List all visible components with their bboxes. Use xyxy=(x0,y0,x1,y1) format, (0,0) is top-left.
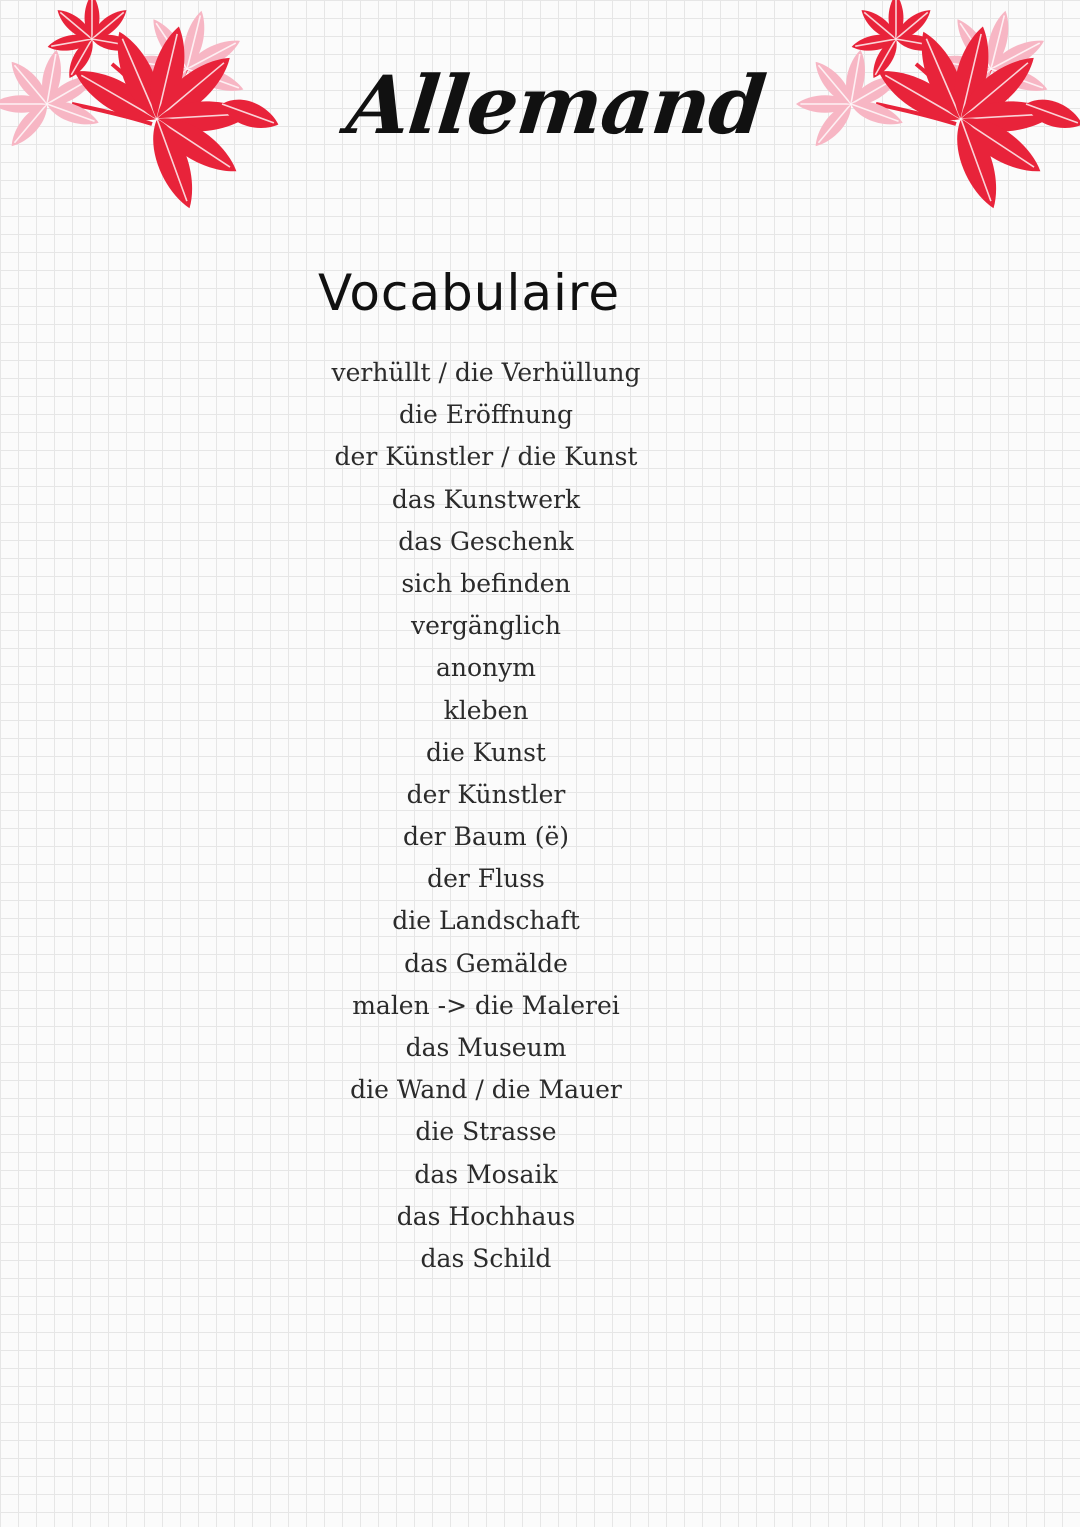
section-heading: Vocabulaire xyxy=(318,264,621,322)
page-title: Allemand xyxy=(343,58,770,152)
vocabulary-item: das Gemälde xyxy=(404,948,568,978)
vocabulary-item: malen -> die Malerei xyxy=(352,990,620,1020)
vocabulary-item: die Kunst xyxy=(426,737,546,767)
vocabulary-item: kleben xyxy=(443,695,529,725)
poinsettia-leaves-icon xyxy=(796,0,1080,244)
vocabulary-item: die Strasse xyxy=(415,1117,557,1147)
flower-decoration-right xyxy=(796,0,1080,244)
vocabulary-item: die Wand / die Mauer xyxy=(350,1075,622,1105)
vocabulary-item: verhüllt / die Verhüllung xyxy=(331,358,641,387)
flower-decoration-left xyxy=(0,0,282,244)
poinsettia-leaves-icon xyxy=(0,0,282,244)
vocabulary-item: die Eröffnung xyxy=(398,400,574,430)
vocabulary-item: anonym xyxy=(436,653,536,683)
vocabulary-item: der Künstler xyxy=(406,779,566,809)
vocabulary-item: das Hochhaus xyxy=(396,1201,576,1231)
vocabulary-item: das Geschenk xyxy=(398,526,574,556)
vocabulary-item: der Künstler / die Kunst xyxy=(334,442,638,472)
vocabulary-item: der Baum (ë) xyxy=(402,822,570,852)
vocabulary-item: die Landschaft xyxy=(392,906,580,936)
vocabulary-item: das Schild xyxy=(420,1243,552,1273)
vocabulary-item: das Museum xyxy=(405,1033,567,1062)
vocabulary-item: vergänglich xyxy=(411,611,561,641)
vocabulary-item: das Kunstwerk xyxy=(391,484,581,514)
vocabulary-list xyxy=(286,352,686,1280)
vocabulary-item: das Mosaik xyxy=(414,1159,558,1189)
vocabulary-item: sich befinden xyxy=(401,568,571,598)
vocabulary-item: der Fluss xyxy=(427,864,545,894)
